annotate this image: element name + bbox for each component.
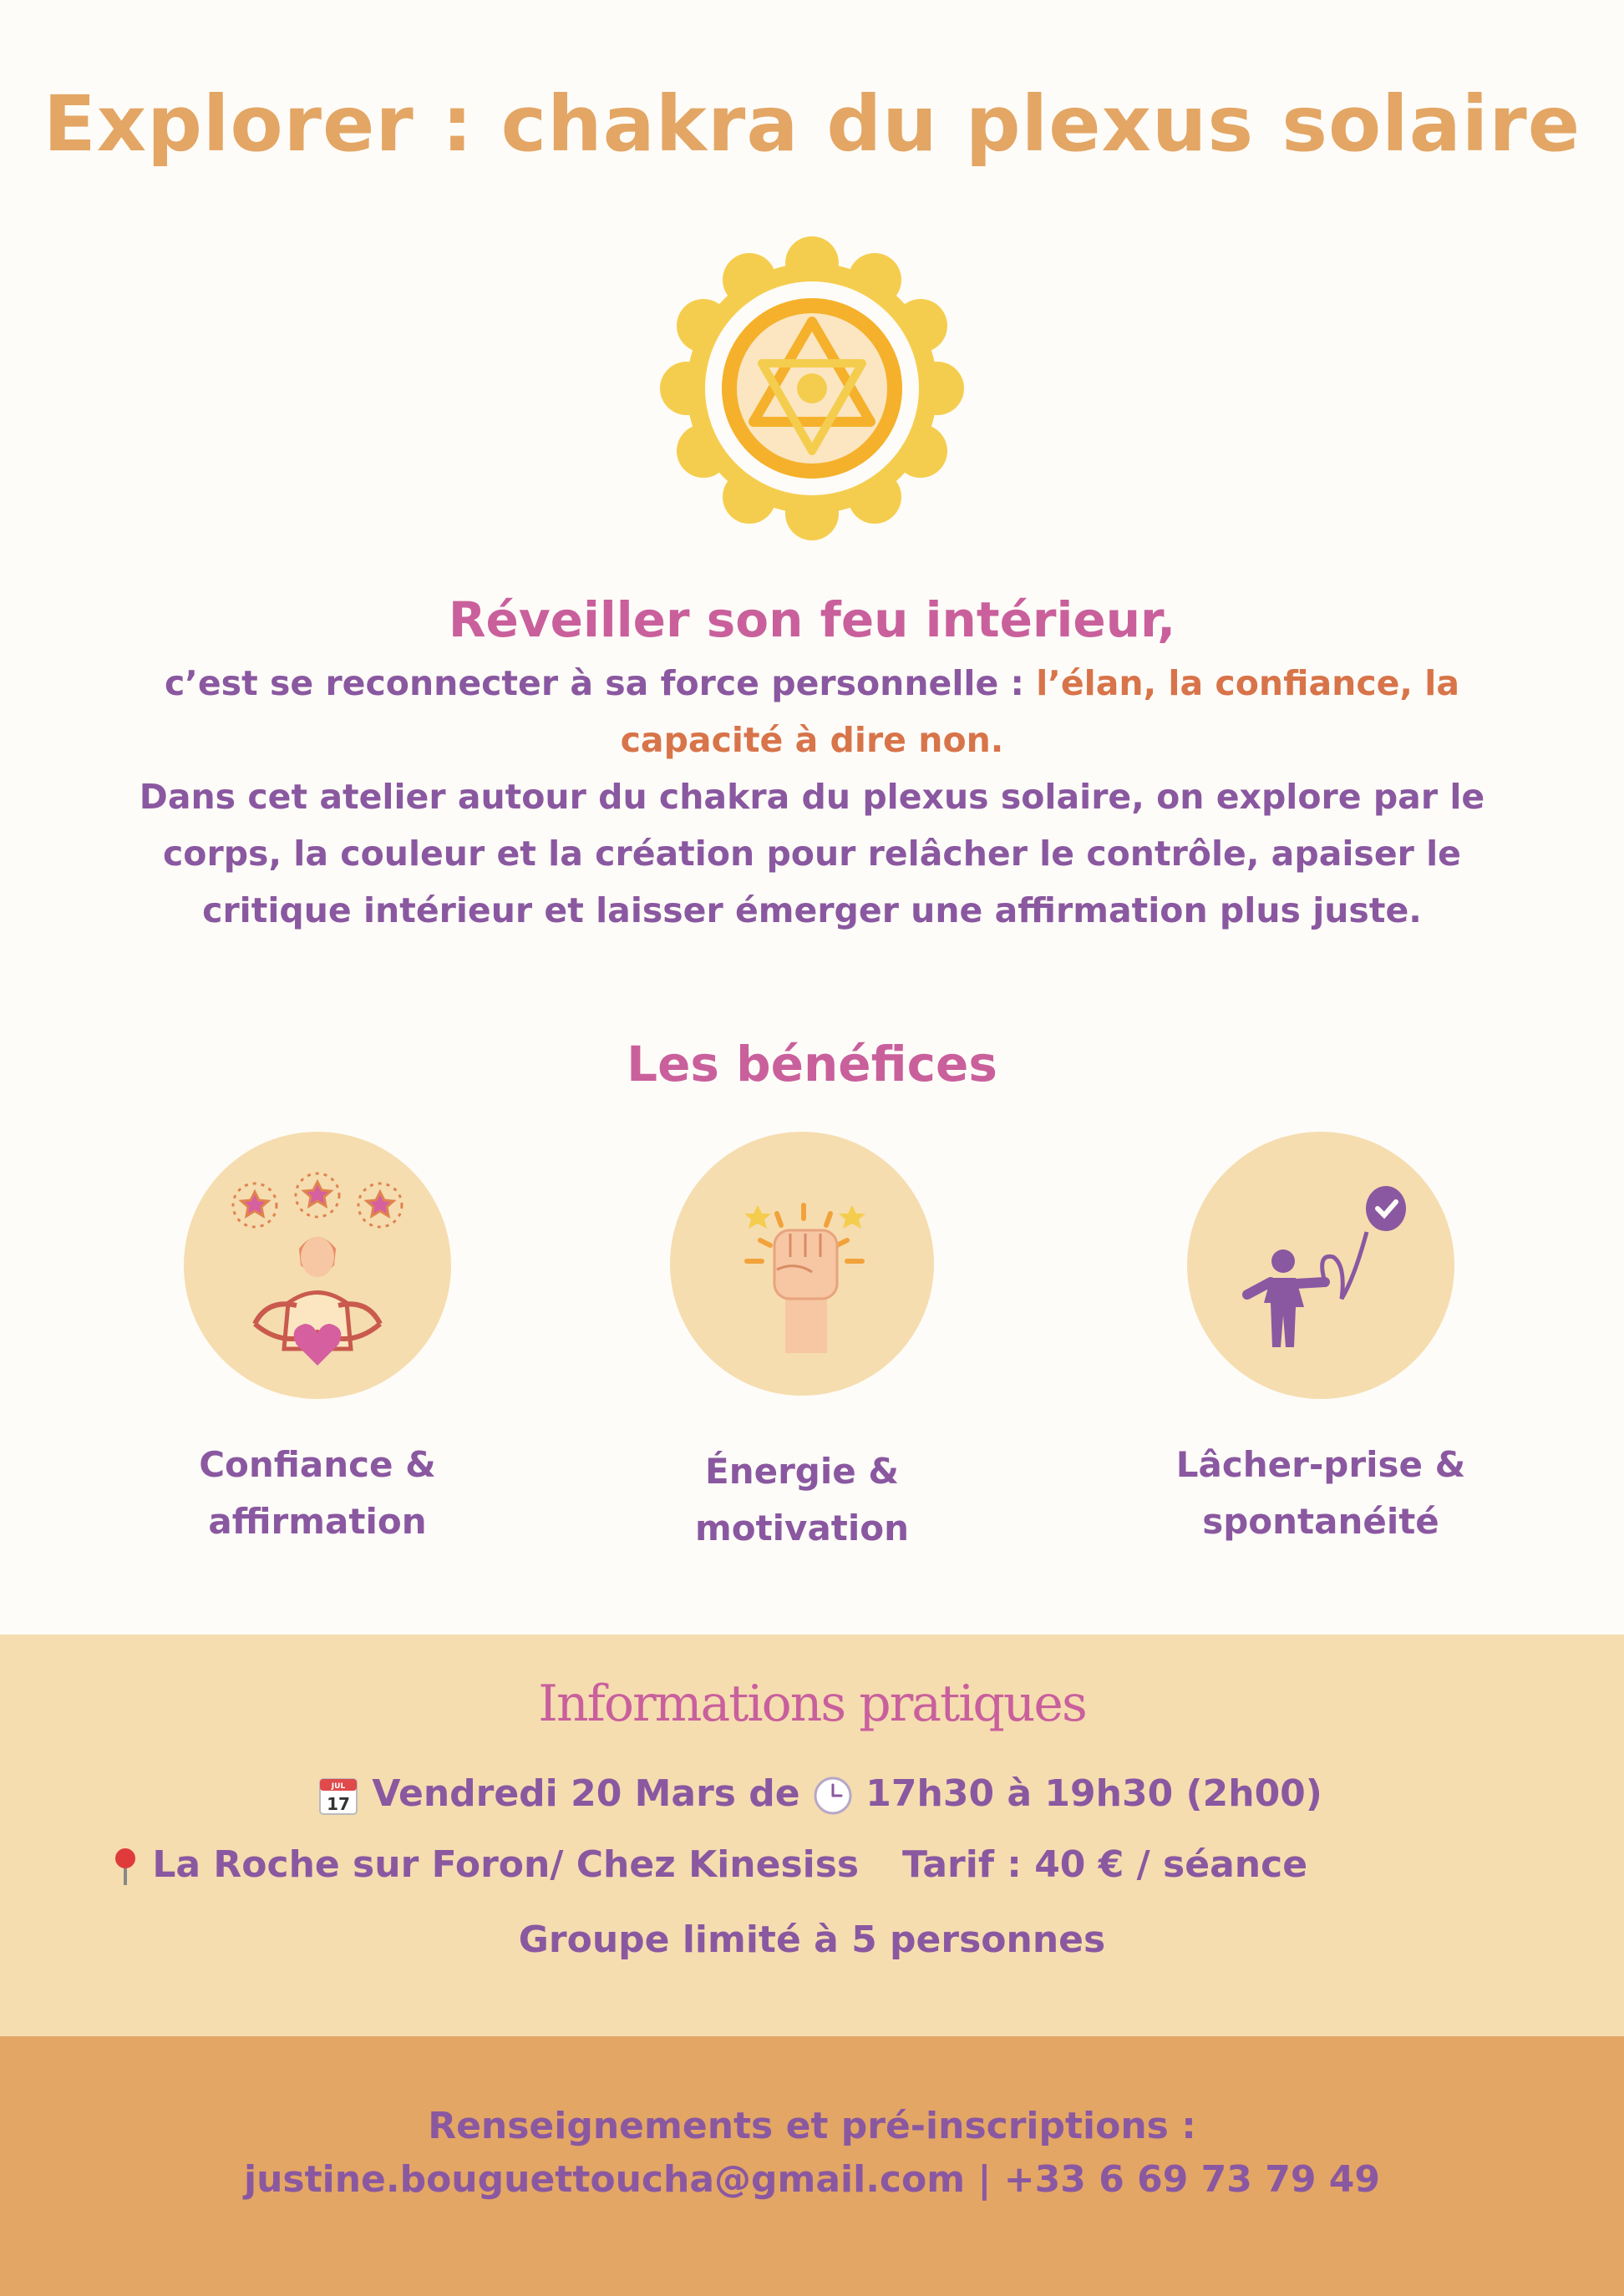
benefit-label-1: Énergie & <box>705 1451 899 1492</box>
practical-info-section <box>0 1635 1624 2036</box>
benefit-label-2: affirmation <box>208 1501 427 1542</box>
calendar-month: JUL <box>331 1782 346 1791</box>
benefits-title: Les bénéfices <box>627 1036 997 1092</box>
benefit-label-1: Lâcher-prise & <box>1175 1444 1466 1485</box>
contact-heading: Renseignements et pré-inscriptions : <box>428 2105 1196 2147</box>
benefit-circle <box>1187 1132 1454 1399</box>
event-location: La Roche sur Foron/ Chez Kinesiss <box>152 1843 860 1886</box>
heart-person-icon <box>184 1132 451 1399</box>
benefit-item <box>1145 1132 1496 1550</box>
balloon-person-icon <box>1187 1132 1454 1399</box>
page-title: Explorer : chakra du plexus solaire <box>43 79 1581 169</box>
clock-icon <box>813 1776 853 1816</box>
intro-line-start: c’est se reconnecter à sa force personnelle : <box>165 663 1037 703</box>
benefit-circle <box>670 1132 934 1396</box>
intro-section <box>84 591 1540 939</box>
intro-text <box>84 655 1540 939</box>
benefit-label-1: Confiance & <box>199 1444 436 1485</box>
event-price: Tarif : 40 € / séance <box>902 1843 1308 1886</box>
solar-plexus-chakra-icon <box>657 234 967 543</box>
benefit-label-2: spontanéité <box>1202 1501 1439 1542</box>
benefit-item <box>627 1132 977 1557</box>
contact-footer <box>0 2036 1624 2296</box>
benefit-item <box>142 1132 493 1550</box>
calendar-icon <box>317 1775 359 1817</box>
pin-icon <box>111 1846 140 1888</box>
date-time-line <box>317 1772 1322 1817</box>
group-size-line: Groupe limité à 5 personnes <box>518 1918 1106 1961</box>
intro-heading: Réveiller son feu intérieur, <box>448 591 1176 648</box>
benefit-label-2: motivation <box>694 1508 910 1548</box>
contact-details: justine.bouguettoucha@gmail.com | +33 6 69 73 79 49 <box>243 2158 1381 2201</box>
info-title: Informations pratiques <box>538 1675 1086 1733</box>
price-line <box>902 1843 1307 1886</box>
intro-paragraph: Dans cet atelier autour du chakra du plexus solaire, on explore par le corps, la couleur et la création pour relâcher le contrôle, apaiser le critique intérieur et laisser émerger une affirmation plus juste. <box>139 777 1485 930</box>
location-line <box>111 1843 859 1888</box>
intro-line-accent: l’élan, la confiance, la capacité à dire non. <box>620 663 1459 760</box>
benefit-circle <box>184 1132 451 1399</box>
event-time: 17h30 à 19h30 (2h00) <box>865 1772 1322 1815</box>
raised-fist-icon <box>670 1132 934 1396</box>
event-date: Vendredi 20 Mars de <box>372 1772 813 1815</box>
calendar-day: 17 <box>327 1794 350 1814</box>
